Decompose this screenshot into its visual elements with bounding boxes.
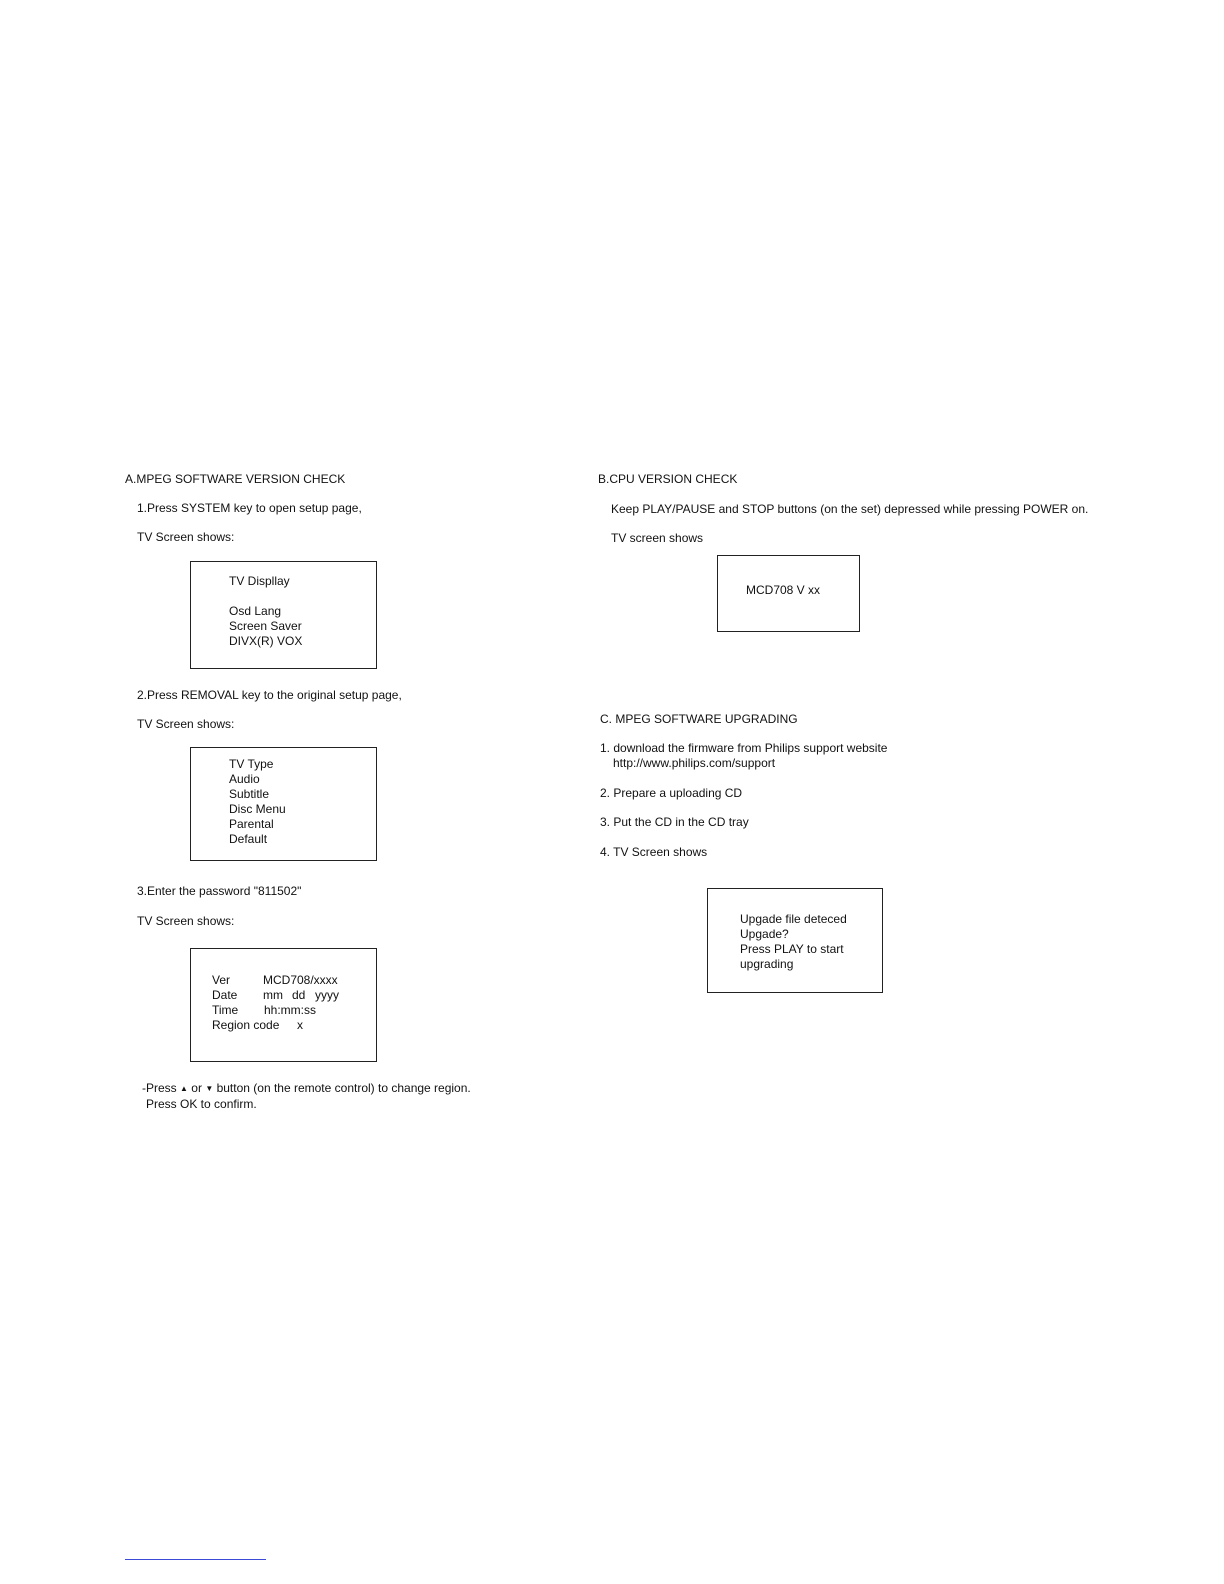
section-b-shows: TV screen shows	[611, 531, 704, 545]
section-c-title: C. MPEG SOFTWARE UPGRADING	[600, 712, 798, 726]
screen-line: DIVX(R) VOX	[229, 634, 303, 648]
section-a-shows3: TV Screen shows:	[137, 914, 235, 928]
tv-screen-version-info	[190, 948, 377, 1062]
region-value: x	[297, 1018, 303, 1032]
screen-line: Upgade?	[740, 927, 789, 941]
ver-value: MCD708/xxxx	[263, 973, 338, 987]
screen-line: Screen Saver	[229, 619, 302, 633]
section-a-step1: 1.Press SYSTEM key to open setup page,	[137, 501, 362, 515]
tv-screen-original-setup	[190, 747, 377, 861]
section-b-instruction: Keep PLAY/PAUSE and STOP buttons (on the set) depressed while pressing POWER on.	[611, 502, 1089, 516]
ver-label: Ver	[212, 973, 231, 987]
note-rest: button (on the remote control) to change region.	[216, 1081, 471, 1095]
date-mm: mm	[263, 988, 283, 1002]
tv-screen-cpu-version	[717, 555, 860, 632]
note-or: or	[191, 1081, 202, 1095]
screen-line: Osd Lang	[229, 604, 282, 618]
date-dd: dd	[292, 988, 306, 1002]
confirm-note: Press OK to confirm.	[146, 1097, 257, 1111]
date-yyyy: yyyy	[315, 988, 339, 1002]
section-a-step2: 2.Press REMOVAL key to the original setup page,	[137, 688, 402, 702]
screen-line: TV Type	[229, 757, 274, 771]
time-label: Time	[212, 1003, 239, 1017]
region-change-note	[142, 1081, 471, 1096]
up-arrow-icon: ▲	[180, 1084, 188, 1093]
screen-line: Upgade file deteced	[740, 912, 847, 926]
screen-line: TV Displlay	[229, 574, 290, 588]
section-a-shows1: TV Screen shows:	[137, 530, 235, 544]
section-a-step3: 3.Enter the password "811502"	[137, 884, 302, 898]
tv-screen-upgrade	[707, 888, 883, 993]
support-url[interactable]: http://www.philips.com/support	[613, 756, 776, 770]
section-b-title: B.CPU VERSION CHECK	[598, 472, 738, 486]
section-c-step3: 3. Put the CD in the CD tray	[600, 815, 749, 829]
screen-line: Disc Menu	[229, 802, 286, 816]
down-arrow-icon: ▼	[205, 1084, 214, 1093]
screen-line: upgrading	[740, 957, 794, 971]
screen-line: Default	[229, 832, 268, 846]
note-dash: -	[142, 1081, 146, 1095]
time-value: hh:mm:ss	[264, 1003, 317, 1017]
screen-line: Audio	[229, 772, 260, 786]
screen-line: Press PLAY to start	[740, 942, 844, 956]
section-a-title: A.MPEG SOFTWARE VERSION CHECK	[125, 472, 346, 486]
note-press: Press	[146, 1081, 177, 1095]
screen-line: Parental	[229, 817, 274, 831]
section-c-step2: 2. Prepare a uploading CD	[600, 786, 743, 800]
section-c-step1: 1. download the firmware from Philips support website	[600, 741, 888, 755]
cpu-version-text: MCD708 V xx	[746, 583, 821, 597]
section-c-step4: 4. TV Screen shows	[600, 845, 708, 859]
screen-line: Subtitle	[229, 787, 270, 801]
date-label: Date	[212, 988, 238, 1002]
footer-rule	[125, 1559, 266, 1560]
region-label: Region code	[212, 1018, 280, 1032]
tv-screen-setup-page	[190, 561, 377, 669]
section-a-shows2: TV Screen shows:	[137, 717, 235, 731]
